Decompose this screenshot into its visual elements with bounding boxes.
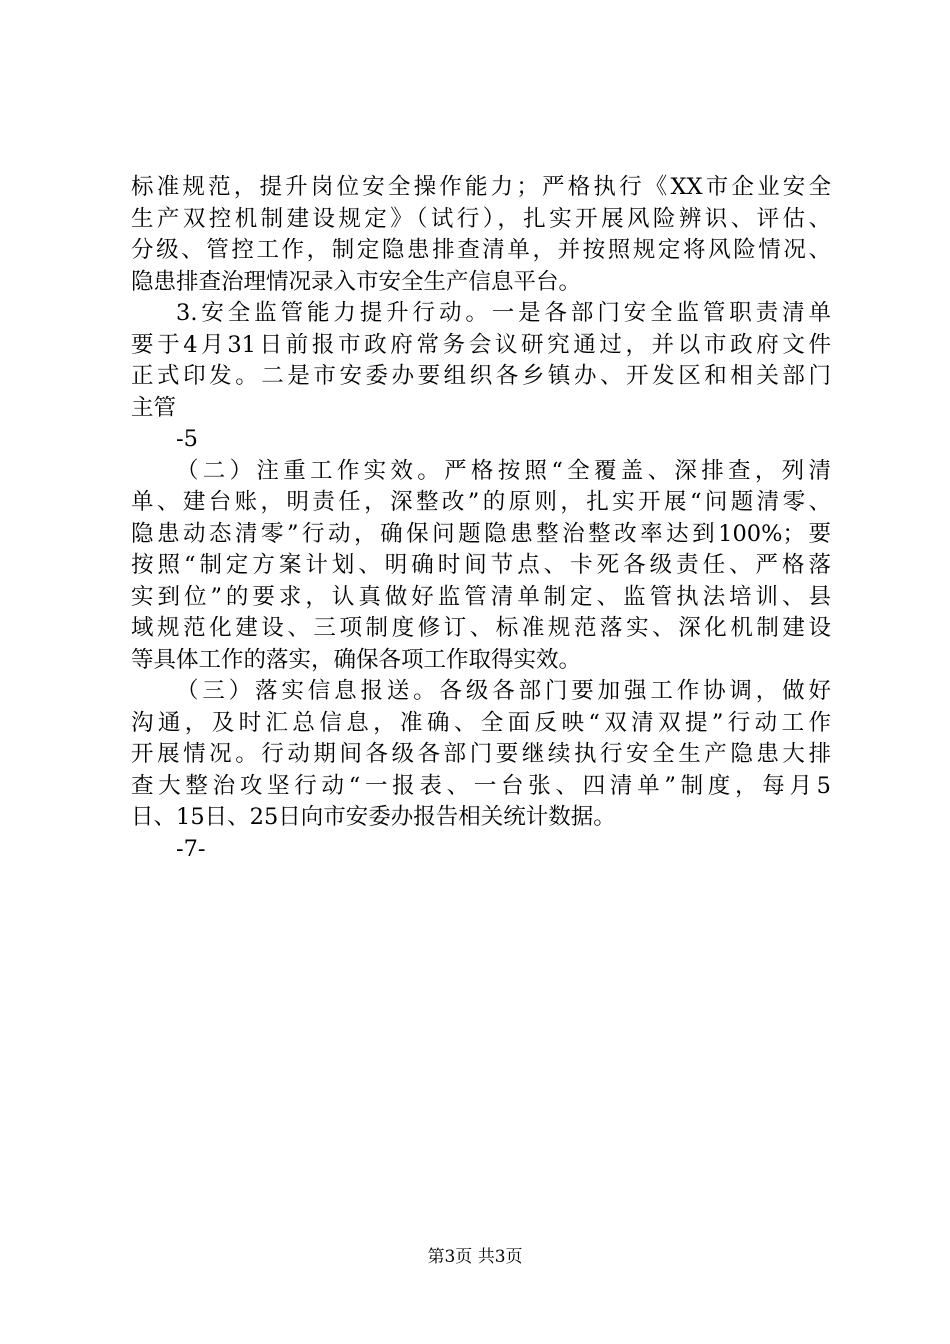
text-line: 隐患排查治理情况录入市安全生产信息平台。 xyxy=(131,268,582,295)
text-line: 按照“制定方案计划、明确时间节点、卡死各级责任、严格落 xyxy=(131,552,831,578)
inline-page-marker: -5 xyxy=(176,426,198,452)
document-body xyxy=(131,172,831,865)
text-line: 开展情况。行动期间各级各部门要继续执行安全生产隐患大排 xyxy=(131,741,831,767)
text-line: 正式印发。二是市安委办要组织各乡镇办、开发区和相关部门 xyxy=(131,363,831,389)
text-line: 实到位”的要求，认真做好监管清单制定、监管执法培训、县 xyxy=(131,583,831,610)
text-line: 查大整治攻坚行动“一报表、一台张、四清单”制度，每月5 xyxy=(131,772,831,799)
inline-page-marker: -7- xyxy=(176,835,206,862)
text-line: 标准规范，提升岗位安全操作能力；严格执行《XX市企业安全 xyxy=(131,174,831,200)
text-line: 主管 xyxy=(131,394,177,421)
text-line: 等具体工作的落实，确保各项工作取得实效。 xyxy=(131,646,582,673)
text-line: 沟通，及时汇总信息，准确、全面反映“双清双提”行动工作 xyxy=(131,709,831,736)
text-line: （二）注重工作实效。严格按照“全覆盖、深排查，列清 xyxy=(176,457,831,484)
text-line: 域规范化建设、三项制度修订、标准规范落实、深化机制建设 xyxy=(131,615,831,641)
page-indicator: 第3页 共3页 xyxy=(427,1247,523,1267)
text-line: 隐患动态清零”行动，确保问题隐患整治整改率达到100%；要 xyxy=(131,520,831,547)
text-line: （三）落实信息报送。各级各部门要加强工作协调，做好 xyxy=(176,678,831,704)
text-line: 日、15日、25日向市安委办报告相关统计数据。 xyxy=(131,804,616,830)
text-line: 3.安全监管能力提升行动。一是各部门安全监管职责清单 xyxy=(176,300,831,326)
page-footer xyxy=(0,1246,950,1268)
text-line: 生产双控机制建设规定》（试行），扎实开展风险辨识、评估、 xyxy=(131,205,831,232)
text-line: 分级、管控工作，制定隐患排查清单，并按照规定将风险情况、 xyxy=(131,237,831,263)
text-line: 要于4月31日前报市政府常务会议研究通过，并以市政府文件 xyxy=(131,331,831,358)
text-line: 单、建台账，明责任，深整改”的原则，扎实开展“问题清零、 xyxy=(131,489,831,515)
